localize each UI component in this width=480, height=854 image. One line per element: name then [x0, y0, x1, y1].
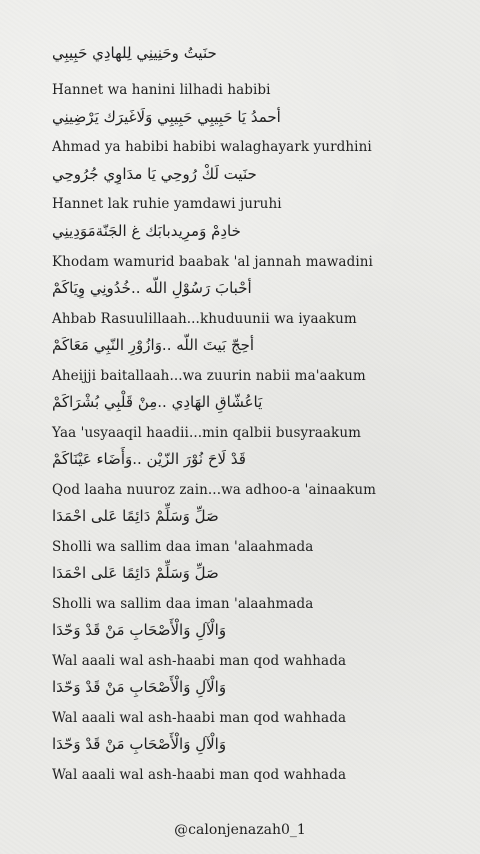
lyric-line-arabic: خادِمْ وَمرِيدبابَك غ الجَنّةمَوَدِينِي [52, 222, 241, 240]
lyric-line-arabic: أحْبابَ رَسُوْلِ اللّه ..خُدُونِي وِيَاكَمْ [52, 279, 252, 297]
lyric-line-arabic: أحمدُ يَا حَبِيبِي حَبِيبِي وَلَاغَيرَك يَرْضِينِي [52, 108, 281, 126]
lyric-line-arabic: قَدْ لَاحَ نُوْرَ الزّيْن ..وَأَضَاء عَيْنَاكَمْ [52, 450, 246, 468]
lyric-line-arabic: وَالْآلِ وَالْأَصْحَابِ مَنْ قَدْ وَحّدَا [52, 678, 227, 696]
author-handle: @calonjenazah0_1 [174, 822, 306, 838]
lyric-line-arabic: وَالْآلِ وَالْأَصْحَابِ مَنْ قَدْ وَحّدَا [52, 735, 227, 753]
lyric-line-arabic: وَالْآلِ وَالْأَصْحَابِ مَنْ قَدْ وَحّدَا [52, 621, 227, 639]
lyric-line-latin: Hannet lak ruhie yamdawi juruhi [52, 196, 282, 212]
lyric-line-latin: Sholli wa sallim daa iman 'alaahmada [52, 596, 314, 612]
lyric-line-latin: Wal aaali wal ash-haabi man qod wahhada [52, 710, 347, 726]
lyric-line-arabic: صَلِّ وَسَلِّمْ دَائِمًا عَلى احْمَدَا [52, 507, 219, 525]
lyric-line-latin: Hannet wa hanini lilhadi habibi [52, 82, 271, 98]
lyric-line-arabic: حنَيتُ وحَنِينِي لِلهادِي حَبِيبِي [52, 44, 217, 62]
lyric-line-latin: Sholli wa sallim daa iman 'alaahmada [52, 539, 314, 555]
lyric-line-latin: Wal aaali wal ash-haabi man qod wahhada [52, 653, 347, 669]
lyric-line-latin: Wal aaali wal ash-haabi man qod wahhada [52, 767, 347, 783]
lyric-line-arabic: صَلِّ وَسَلِّمْ دَائِمًا عَلى احْمَدَا [52, 564, 219, 582]
lyric-line-arabic: أحِجّ بَيتَ اللّه ..وَازُوْرِ النّبِي مَعَاكَمْ [52, 336, 255, 354]
lyric-line-arabic: يَاعُشّاقِ الهَادِي ..مِنْ قَلْبِي بُشْرَاكَمْ [52, 393, 263, 411]
lyric-line-latin: Qod laaha nuuroz zain...wa adhoo-a 'ainaakum [52, 482, 377, 498]
lyric-line-latin: Aheijji baitallaah...wa zuurin nabii ma'aakum [52, 368, 366, 384]
lyric-line-latin: Yaa 'usyaaqil haadii...min qalbii busyraakum [52, 425, 362, 441]
lyric-line-latin: Ahmad ya habibi habibi walaghayark yurdhini [52, 139, 372, 155]
lyric-line-arabic: حنَيت لَكْ رُوحِي يَا مدَاوِي جُرُوحِي [52, 165, 257, 183]
lyric-line-latin: Ahbab Rasuulillaah...khuduunii wa iyaakum [52, 311, 357, 327]
lyric-line-latin: Khodam wamurid baabak 'al jannah mawadini [52, 254, 373, 270]
